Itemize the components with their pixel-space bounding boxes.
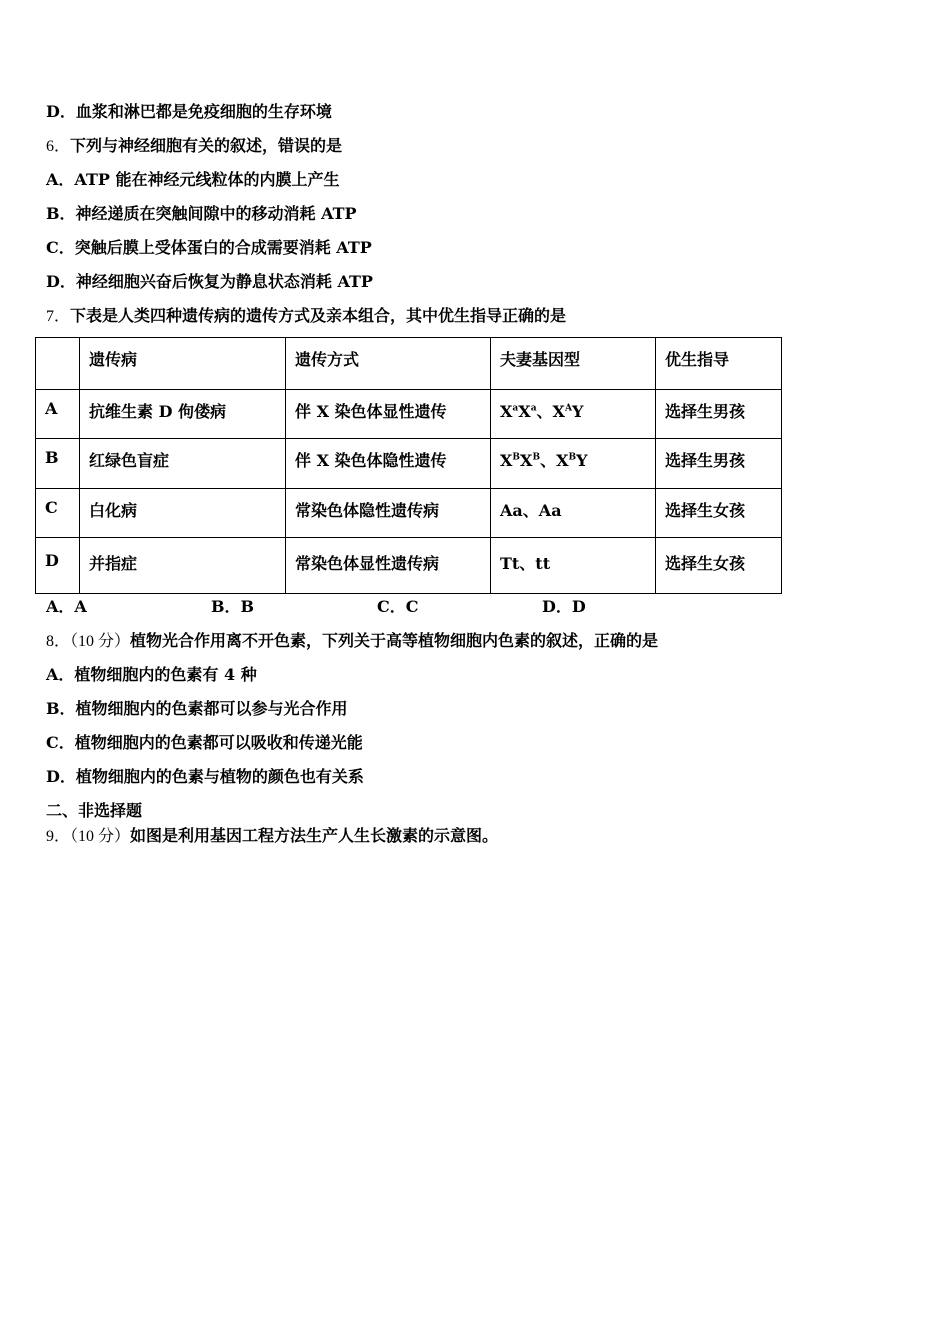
q8-stem-text: 植物光合作用离不开色素，下列关于高等植物细胞内色素的叙述，正确的是 [130,631,659,650]
row-advice: 选择生男孩 [656,439,782,489]
q7-option-a: A．A [46,597,87,616]
section-title: 二、非选择题 [46,801,143,820]
q8-option-d: D．植物细胞内的色素与植物的颜色也有关系 [46,767,364,786]
row-mode: 伴 X 染色体显性遗传 [286,390,491,439]
q9-number: 9． [46,828,71,845]
row-label: C [36,489,80,538]
q6-option-a: A．ATP 能在神经元线粒体的内膜上产生 [46,170,340,189]
q8-option-c: C．植物细胞内的色素都可以吸收和传递光能 [46,733,363,752]
q7-stem [46,306,566,327]
q9-stem-text: 如图是利用基因工程方法生产人生长激素的示意图。 [130,826,499,845]
q7-option-c: C．C [377,597,419,616]
q6-option-c: C．突触后膜上受体蛋白的合成需要消耗 ATP [46,238,372,257]
row-disease: 抗维生素 D 佝偻病 [80,390,286,439]
q6-number: 6． [46,138,71,155]
q9-stem [46,826,498,847]
header-cell-empty [36,338,80,390]
row-label: D [36,538,80,594]
row-disease: 并指症 [80,538,286,594]
row-disease: 白化病 [80,489,286,538]
q6-stem [46,136,342,157]
q8-stem [46,631,658,652]
row-advice: 选择生女孩 [656,489,782,538]
q7-stem-text: 下表是人类四种遗传病的遗传方式及亲本组合，其中优生指导正确的是 [70,306,567,325]
q7-number: 7． [46,308,71,325]
row-label: A [36,390,80,439]
header-cell-genotype: 夫妻基因型 [491,338,656,390]
row-label: B [36,439,80,489]
q6-stem-text: 下列与神经细胞有关的叙述，错误的是 [70,136,343,155]
row-genotype: $X^aX^a$、$X^AY$ [491,390,656,439]
q8-number: 8． [46,633,71,650]
row-disease: 红绿色盲症 [80,439,286,489]
row-mode: 常染色体隐性遗传病 [286,489,491,538]
genetic-disease-table [35,337,782,594]
q8-option-a: A．植物细胞内的色素有 4 种 [46,665,257,684]
q7-option-d: D．D [542,597,586,616]
header-cell-mode: 遗传方式 [286,338,491,390]
q6-option-d: D．神经细胞兴奋后恢复为静息状态消耗 ATP [46,272,373,291]
q6-option-b: B．神经递质在突触间隙中的移动消耗 ATP [46,204,357,223]
q8-option-b: B．植物细胞内的色素都可以参与光合作用 [46,699,348,718]
q8-score: （10 分） [70,633,131,650]
table-header-row [36,338,782,390]
header-cell-disease: 遗传病 [80,338,286,390]
q5-option-d: D．血浆和淋巴都是免疫细胞的生存环境 [46,102,332,121]
row-genotype: Aa、Aa [491,489,656,538]
row-mode: 伴 X 染色体隐性遗传 [286,439,491,489]
row-advice: 选择生男孩 [656,390,782,439]
row-genotype: $X^BX^B$、$X^BY$ [491,439,656,489]
q7-option-b: B．B [211,597,255,616]
row-mode: 常染色体显性遗传病 [286,538,491,594]
table-row [36,390,782,439]
table-row [36,538,782,594]
row-genotype: Tt、tt [491,538,656,594]
q9-score: （10 分） [70,828,131,845]
table-row [36,489,782,538]
table-row [36,439,782,489]
row-advice: 选择生女孩 [656,538,782,594]
header-cell-advice: 优生指导 [656,338,782,390]
